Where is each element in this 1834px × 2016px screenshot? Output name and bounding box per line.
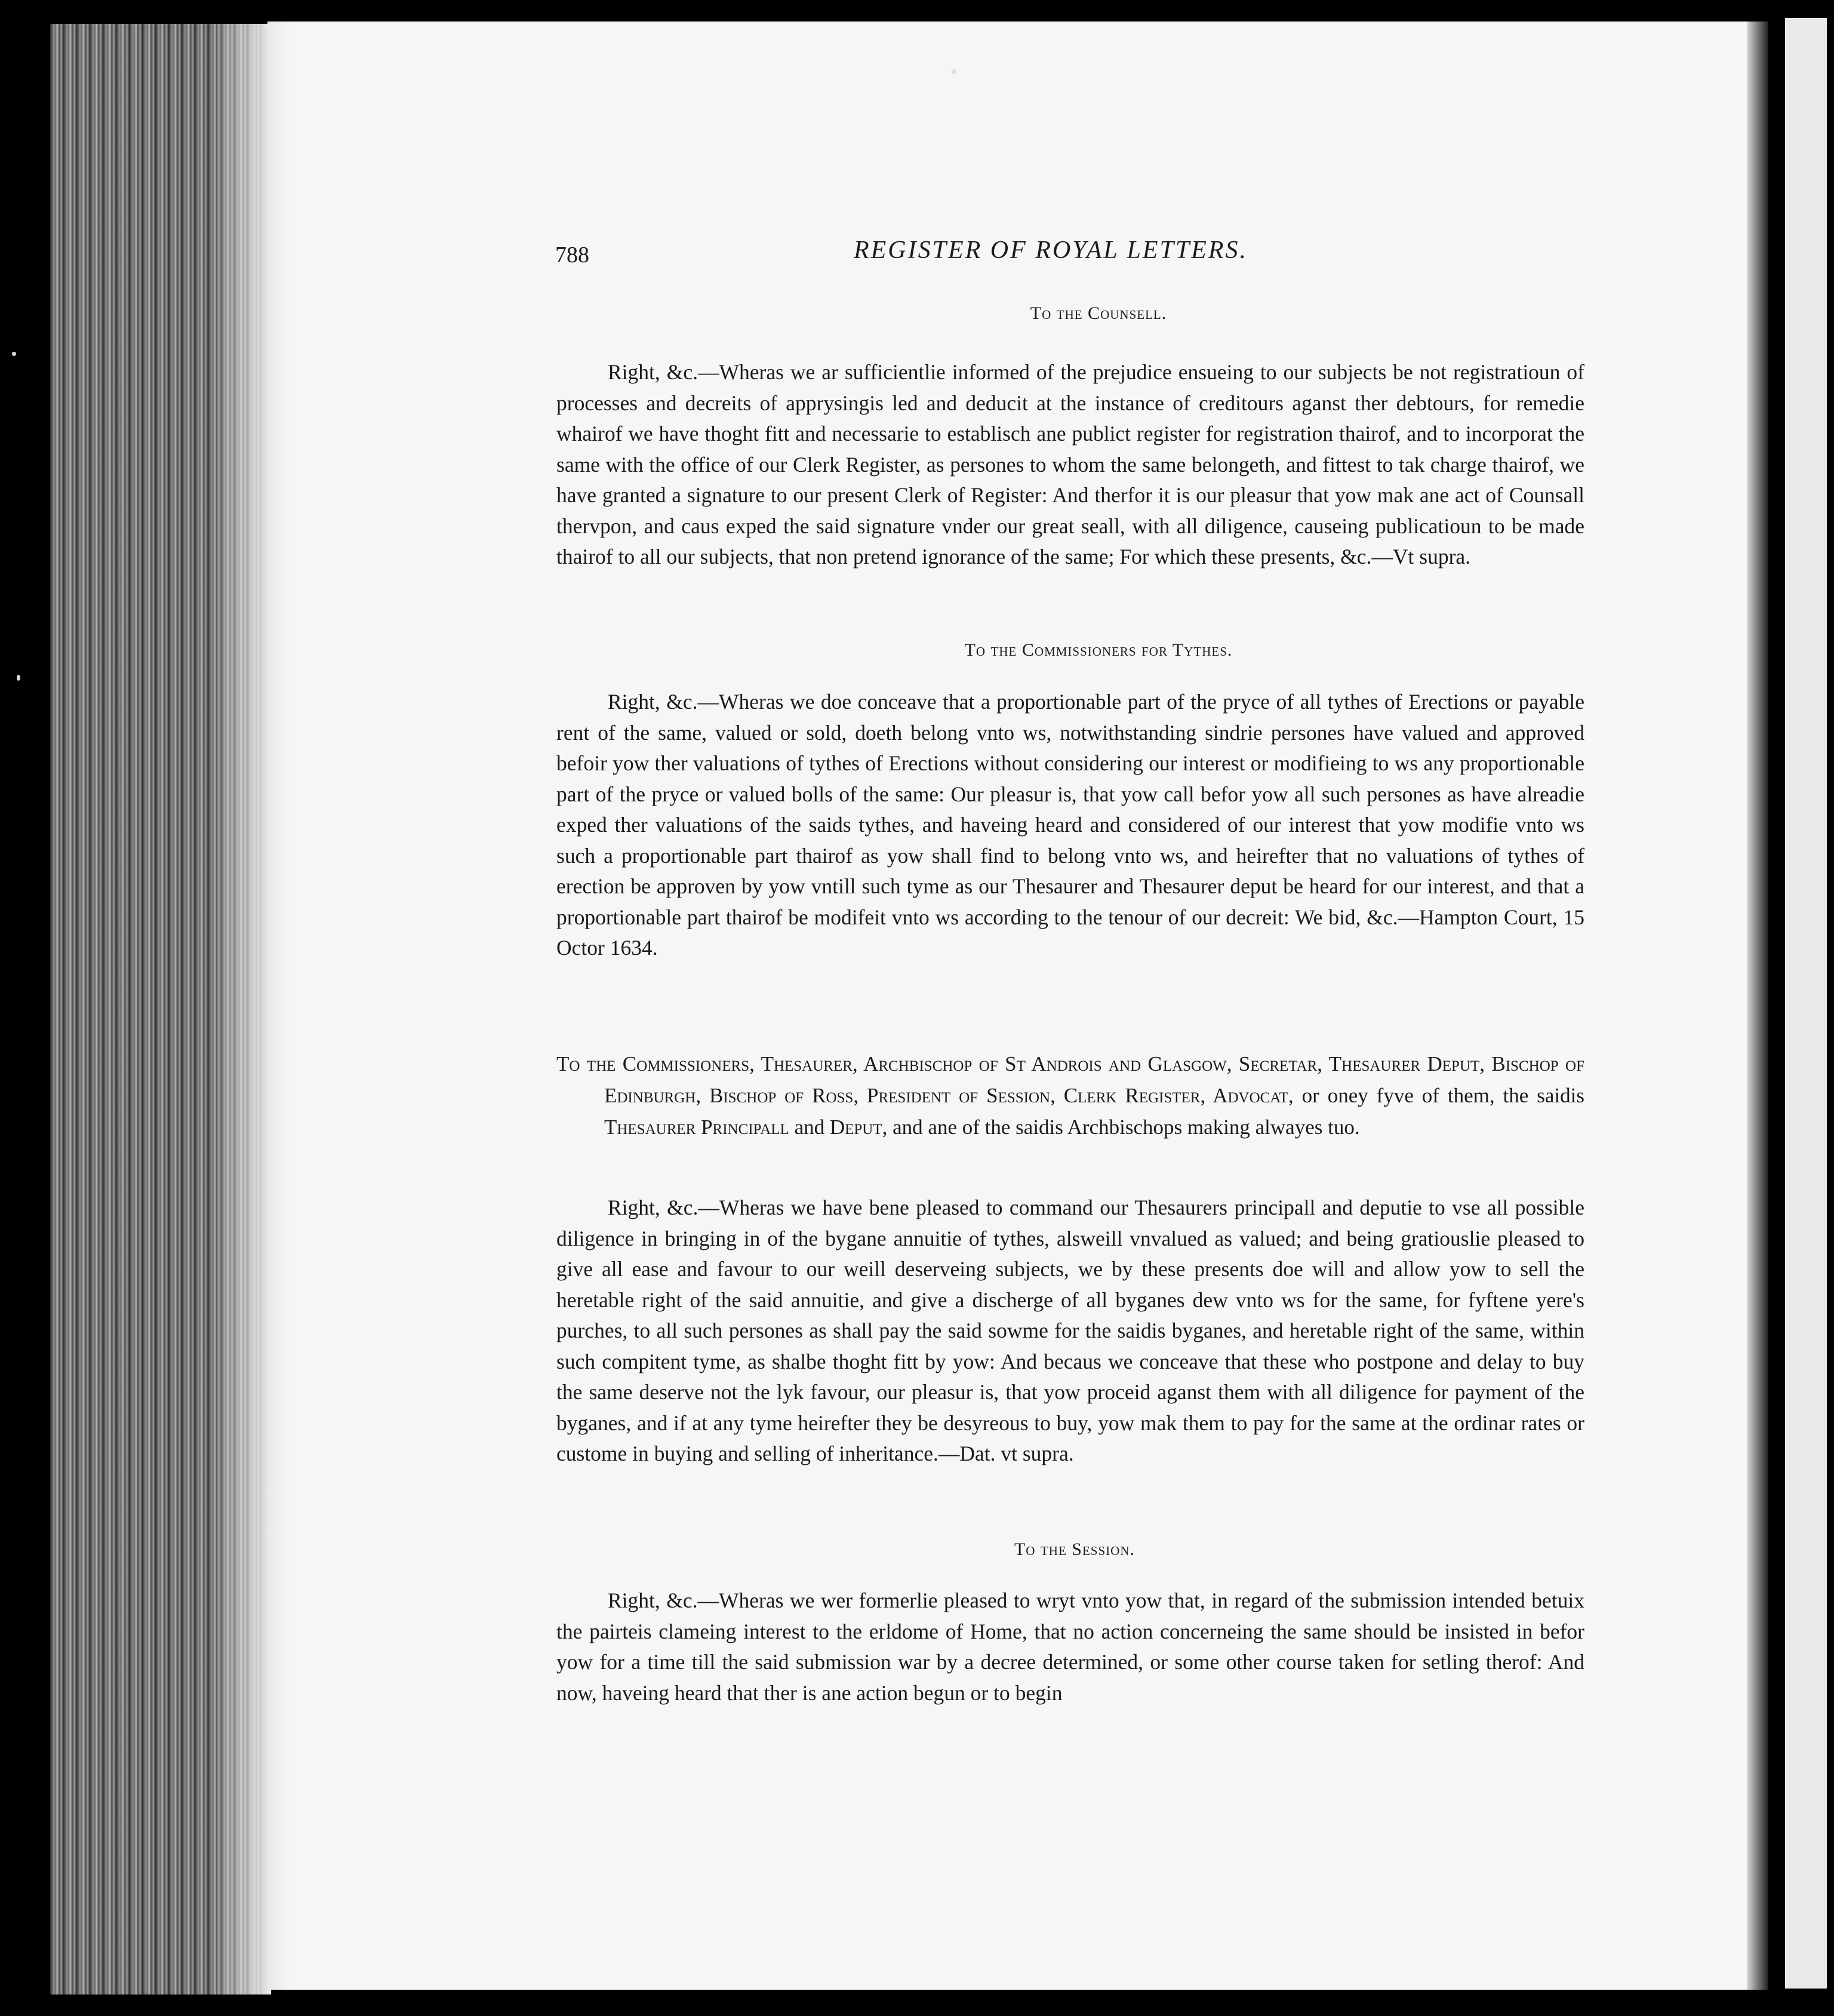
letter-body: Right, &c.—Wheras we doe conceave that a proportionable part of the pryce of all tythes of Erections or payable rent of the same, valued or sold, doeth belong vnto ws, notwithstanding sindrie persones have valued and approved befoir yow ther valuations of tythes of Erections without considering our interest or modifieing to ws any proportionable part of the pryce or valued bolls of the same: Our pleasur is, that yow call befor yow all such persones as have alreadie exped ther valuations of the saids tythes, and haveing heard and considered of our interest that yow modifie vnto ws such a proportionable part thairof as yow shall find to belong vnto ws, and heirefter that no valuations of tythes of erection be approven by yow vntill such tyme as our Thesaurer and Thesaurer deput be heard for our interest, and that a proportionable part thairof be modifeit vnto ws according to the tenour of our decreit: We bid, &c.—Hampton Court, 15 Octor 1634. — [556, 690, 1584, 960]
section-heading: To the Counsell. — [1030, 303, 1167, 323]
address-text: and — [789, 1115, 830, 1139]
running-head-title: REGISTER OF ROYAL LETTERS. — [854, 236, 1248, 264]
section-heading: To the Commissioners for Tythes. — [964, 640, 1233, 660]
section-heading: To the Session. — [1014, 1539, 1135, 1559]
address-text: or oney fyve of them, the saidis — [1293, 1084, 1584, 1107]
address-text: , and ane of the saidis Archbischops making alwayes tuo. — [882, 1115, 1360, 1139]
address-emphasis: Deput — [829, 1115, 882, 1139]
dust-speck — [17, 675, 20, 681]
adjacent-page-sliver — [1785, 18, 1827, 1989]
address-recipients: To the Commissioners, Thesaurer, Archbischop of St Androis and Glasgow, Secretar, Thesaurer Deput, Bischop of Edinburgh, Bischop of Ross, President of Session, Clerk Register, Advocat, — [556, 1052, 1584, 1107]
page-gutter-shadow — [1747, 21, 1768, 1990]
dust-speck — [952, 69, 956, 74]
letter-body: Right, &c.—Wheras we have bene pleased to command our Thesaurers principall and deputie to vse all possible diligence in bringing in of the bygane annuitie of tythes, alsweill vnvalued as valued; and being gratiouslie pleased to give all ease and favour to our weill deserveing subjects, we by these presents doe will and allow yow to sell the heretable right of the said annuitie, and give a discherge of all byganes dew vnto ws for the same, for fyftene yere's purches, to all such persones as shall pay the said sowme for the saidis byganes, and heretable right of the same, within such compitent tyme, as shalbe thoght fitt by yow: And becaus we conceave that these who postpone and delay to buy the same deserve not the lyk favour, our pleasur is, that yow proceid aganst them with all diligence for payment of the byganes, and if at any tyme heirefter they be desyreous to buy, yow mak them to pay for the same at the ordinar rates or custome in buying and selling of inheritance.—Dat. vt supra. — [556, 1196, 1584, 1465]
dust-speck — [12, 352, 16, 356]
letter-body: Right, &c.—Wheras we ar sufficientlie informed of the prejudice ensueing to our subjects be not registratioun of processes and decreits of apprysingis led and deducit at the instance of creditours aganst ther debtours, for remedie whairof we have thoght fitt and necessarie to establisch ane publict register for registration thairof, and to incorporat the same with the office of our Clerk Register, as persones to whom the same belongeth, and fittest to tak charge thairof, we have granted a signature to our present Clerk of Register: And therfor it is our pleasur that yow mak ane act of Counsall thervpon, and caus exped the said signature vnder our great seall, with all diligence, causeing publicatioun to be made thairof to all our subjects, that non pretend ignorance of the same; For which these presents, &c.—Vt supra. — [556, 360, 1584, 568]
letter-body: Right, &c.—Wheras we wer formerlie pleased to wryt vnto yow that, in regard of the submission intended betuix the pairteis clameing interest to the erldome of Home, that no action concerneing the same should be insisted in befor yow for a time till the said submission war by a decree determined, or some other course taken for setling therof: And now, haveing heard that ther is ane action begun or to begin — [556, 1588, 1584, 1705]
address-emphasis: Thesaurer Principall — [604, 1115, 789, 1139]
book-page-edges — [50, 24, 271, 1995]
page-number: 788 — [555, 242, 589, 268]
address-heading — [556, 1048, 1584, 1143]
